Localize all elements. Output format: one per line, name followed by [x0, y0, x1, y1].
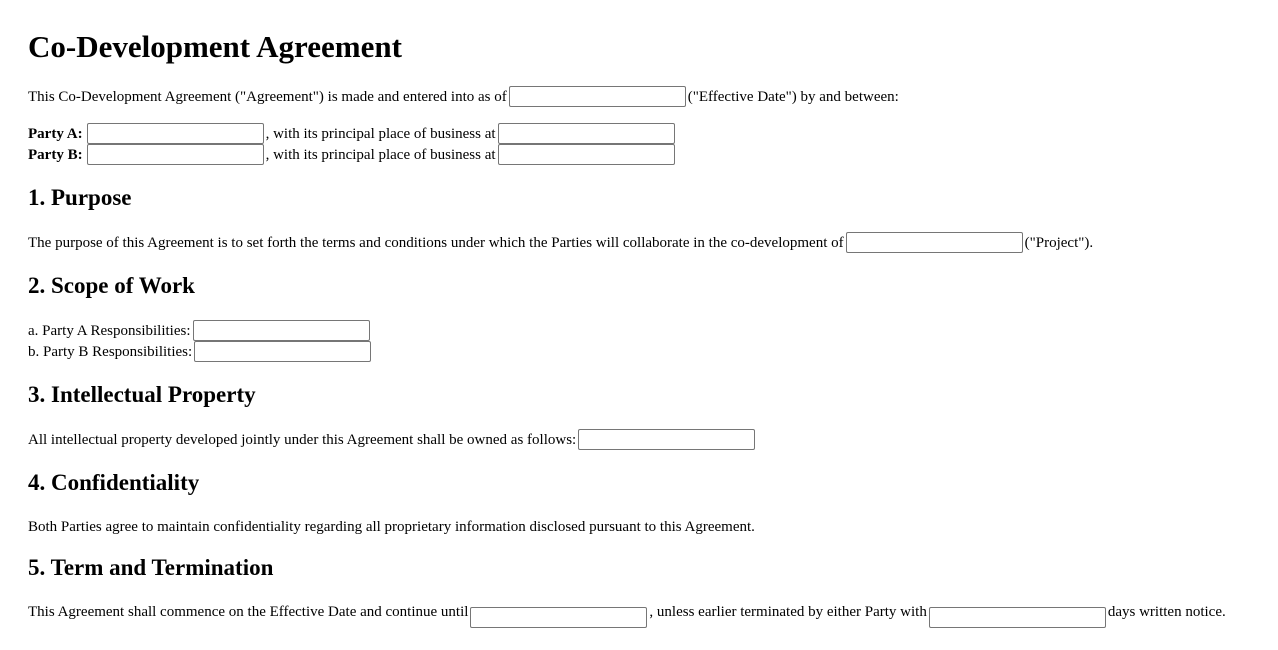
term-text-1: This Agreement shall commence on the Effective Date and continue until: [28, 604, 469, 620]
term-text-3: days written notice.: [1107, 604, 1226, 620]
confidentiality-text: Both Parties agree to maintain confidentiality regarding all proprietary information disclosed pursuant to this Agreement.: [28, 518, 755, 535]
notice-days-input[interactable]: [929, 607, 1106, 628]
section-term-heading: 5. Term and Termination: [28, 555, 274, 580]
ip-line: [28, 429, 757, 450]
party-b-responsibilities-label: b. Party B Responsibilities:: [28, 343, 193, 360]
party-b-line: [28, 144, 677, 165]
ip-text: All intellectual property developed jointly under this Agreement shall be owned as follows:: [28, 431, 577, 448]
section-ip-heading: 3. Intellectual Property: [28, 382, 256, 407]
party-a-responsibilities-label: a. Party A Responsibilities:: [28, 322, 191, 339]
project-input[interactable]: [846, 232, 1023, 253]
purpose-text-before: The purpose of this Agreement is to set forth the terms and conditions under which the Parties will collaborate in the co-development of: [28, 234, 844, 251]
end-date-input[interactable]: [470, 607, 647, 628]
party-b-name-input[interactable]: [87, 144, 264, 165]
intro-text-after: ("Effective Date") by and between:: [687, 88, 899, 105]
effective-date-input[interactable]: [509, 86, 686, 107]
term-text-2: , unless earlier terminated by either Party with: [649, 604, 927, 620]
purpose-line: [28, 232, 1093, 253]
party-b-business-text: , with its principal place of business at: [265, 146, 496, 163]
party-b-address-input[interactable]: [498, 144, 675, 165]
party-a-line: [28, 123, 677, 144]
party-b-responsibilities-input[interactable]: [194, 341, 371, 362]
intro-line: [28, 86, 899, 107]
scope-party-a-line: [28, 320, 372, 341]
section-confidentiality-heading: 4. Confidentiality: [28, 470, 200, 495]
section-scope-heading: 2. Scope of Work: [28, 273, 195, 298]
party-a-name-input[interactable]: [87, 123, 264, 144]
party-a-business-text: , with its principal place of business at: [265, 125, 496, 142]
page-title: Co-Development Agreement: [28, 29, 402, 64]
party-a-address-input[interactable]: [498, 123, 675, 144]
scope-party-b-line: [28, 341, 373, 362]
purpose-text-after: ("Project").: [1024, 234, 1094, 251]
term-paragraph: [28, 602, 1250, 628]
party-a-label: Party A:: [28, 125, 83, 142]
section-purpose-heading: 1. Purpose: [28, 185, 132, 210]
party-b-label: Party B:: [28, 146, 83, 163]
confidentiality-line: [28, 516, 755, 537]
party-a-responsibilities-input[interactable]: [193, 320, 370, 341]
intro-text-before: This Co-Development Agreement ("Agreement") is made and entered into as of: [28, 88, 507, 105]
ip-ownership-input[interactable]: [578, 429, 755, 450]
